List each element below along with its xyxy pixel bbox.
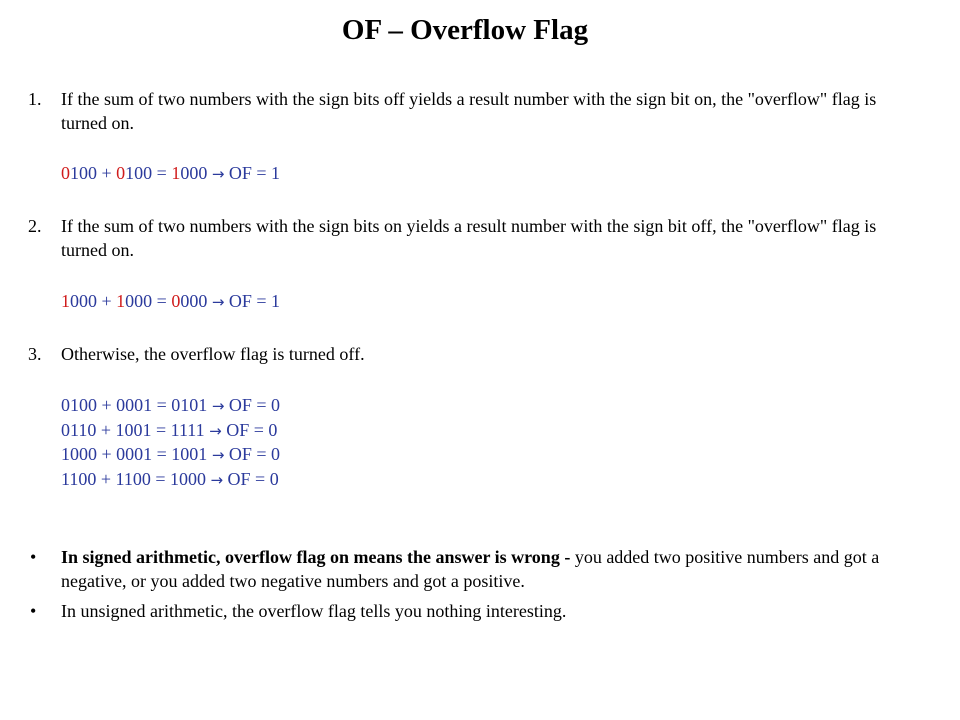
rule-1-example — [61, 161, 280, 186]
rule-2 — [28, 214, 908, 262]
example-line — [61, 467, 280, 492]
overflow-result: OF = 1 — [224, 163, 281, 183]
bullet-plain-text: you added two positive numbers and got a negative, or you added two negative numbers and got a positive. — [61, 547, 880, 591]
sign-bit: 0 — [171, 291, 181, 311]
plus-sign: + — [97, 163, 117, 183]
bits: 000 — [70, 291, 97, 311]
rule-number: 2. — [28, 216, 42, 236]
overflow-result: OF = 0 — [223, 468, 279, 489]
overflow-result: OF = 0 — [221, 419, 278, 440]
sign-bit: 0 — [116, 163, 126, 183]
sign-bit: 1 — [171, 163, 181, 183]
arrow-right-icon: → — [211, 446, 225, 464]
overflow-result: OF = 0 — [224, 395, 281, 415]
rule-text: If the sum of two numbers with the sign bits off yields a result number with the sign bit on, the "overflow" flag is turned on. — [61, 89, 877, 133]
bits: 100 — [125, 163, 153, 183]
bullet-icon: • — [30, 547, 37, 567]
example-line — [61, 161, 280, 186]
plus-sign: + — [97, 291, 117, 311]
arrow-right-icon: → — [211, 165, 225, 183]
arrow-right-icon: → — [211, 293, 225, 311]
rule-number: 3. — [28, 344, 42, 364]
arrow-right-icon: → — [211, 397, 225, 415]
equals-sign: = — [152, 163, 172, 183]
rule-3 — [28, 342, 908, 366]
example-line — [61, 393, 280, 418]
expression: 0110 + 1001 = 1111 — [61, 419, 210, 440]
rule-2-example — [61, 289, 280, 314]
bullet-text — [61, 599, 908, 623]
bits: 100 — [70, 163, 97, 183]
overflow-result: OF = 0 — [224, 444, 281, 464]
bullet-bold-text: In signed arithmetic, overflow flag on means the answer is wrong - — [61, 547, 575, 567]
rule-number: 1. — [28, 89, 42, 109]
sign-bit: 1 — [116, 291, 126, 311]
rule-3-examples — [61, 393, 280, 491]
bullet-plain-text: In unsigned arithmetic, the overflow flag tells you nothing interesting. — [61, 601, 567, 621]
bullet-unsigned-arithmetic — [28, 599, 908, 623]
expression: 0100 + 0001 = 0101 — [61, 395, 212, 415]
arrow-right-icon: → — [209, 421, 222, 440]
sign-bit: 0 — [61, 163, 70, 183]
overflow-result: OF = 1 — [224, 291, 281, 311]
rule-1 — [28, 87, 908, 135]
page-title: OF – Overflow Flag — [341, 14, 589, 46]
rule-text: Otherwise, the overflow flag is turned off. — [61, 344, 365, 364]
example-line — [61, 289, 280, 314]
expression: 1000 + 0001 = 1001 — [61, 444, 212, 464]
sign-bit: 1 — [61, 291, 70, 311]
arrow-right-icon: → — [210, 470, 224, 489]
expression: 1100 + 1100 = 1000 — [61, 468, 211, 489]
bits: 000 — [180, 163, 208, 183]
example-line — [61, 442, 280, 467]
bullet-signed-arithmetic — [28, 545, 908, 593]
example-line — [61, 418, 280, 443]
rule-text: If the sum of two numbers with the sign bits on yields a result number with the sign bit off, the "overflow" flag is turned on. — [61, 216, 877, 260]
bullet-text — [61, 545, 908, 593]
bits: 000 — [180, 291, 208, 311]
equals-sign: = — [152, 291, 172, 311]
bits: 000 — [125, 291, 153, 311]
bullet-icon: • — [30, 601, 37, 621]
